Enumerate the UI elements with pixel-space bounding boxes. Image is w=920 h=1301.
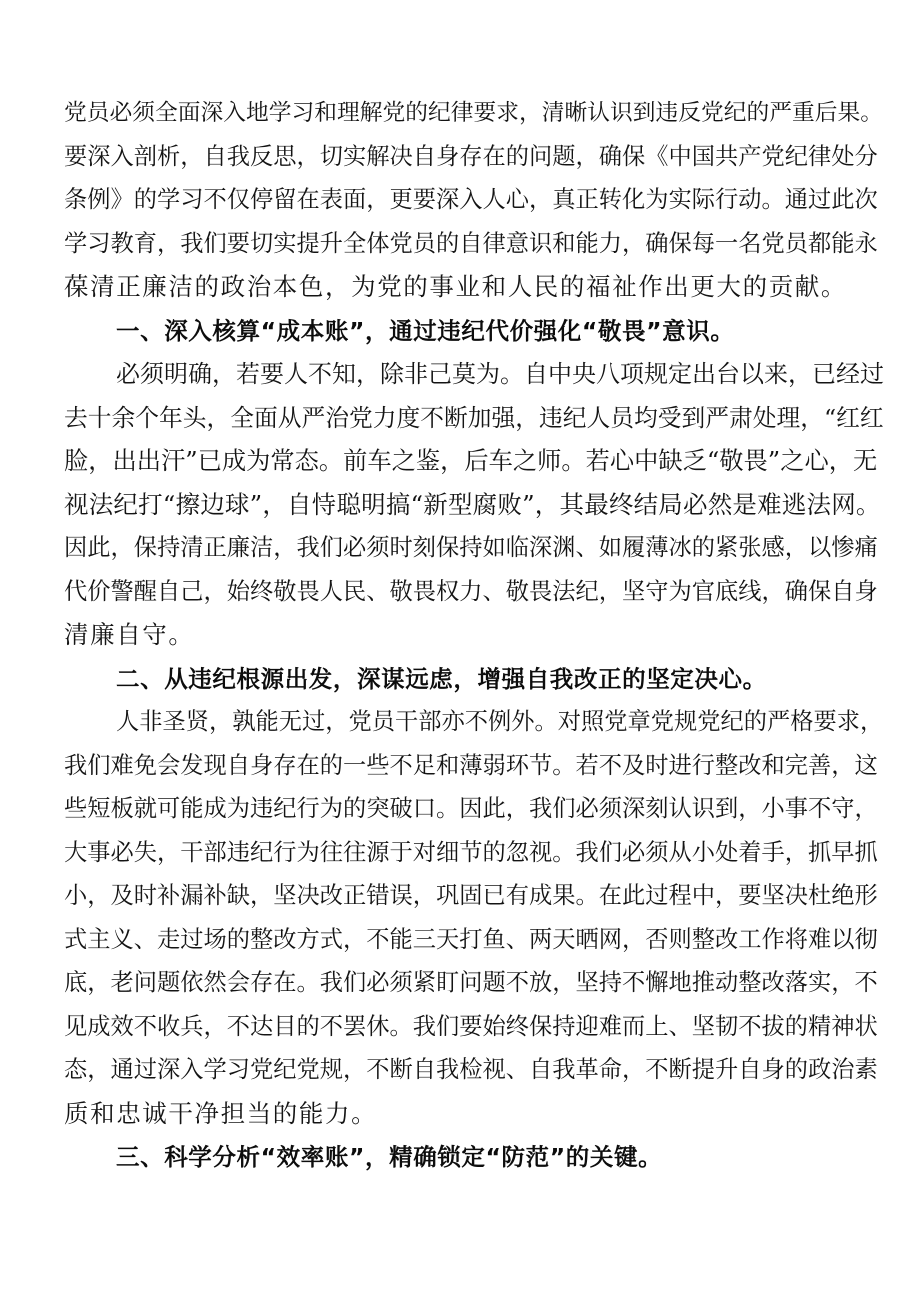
text-line: 党员必须全面深入地学习和理解党的纪律要求，清晰认识到违反党纪的严重后果。 [64, 100, 883, 126]
section-heading-3: 三、科学分析“效率账”，精确锁定“防范”的关键。 [116, 1143, 663, 1171]
text-line: 要深入剖析，自我反思，切实解决自身存在的问题，确保《中国共产党纪律处分 [64, 143, 878, 170]
text-line: 人非圣贤，孰能无过，党员干部亦不例外。对照党章党规党纪的严格要求， [116, 708, 884, 735]
text-line: 小，及时补漏补缺，坚决改正错误，巩固已有成果。在此过程中，要坚决杜绝形 [64, 882, 878, 909]
text-line: 因此，保持清正廉洁，我们必须时刻保持如临深渊、如履薄冰的紧张感，以惨痛 [64, 534, 878, 561]
text-line: 视法纪打“擦边球”，自恃聪明搞“新型腐败”，其最终结局必然是难逃法网。 [64, 490, 881, 519]
text-line: 去十余个年头，全面从严治党力度不断加强，违纪人员均受到严肃处理，“红红 [64, 404, 884, 432]
text-line: 脸，出出汗”已成为常态。前车之鉴，后车之师。若心中缺乏“敬畏”之心，无 [64, 446, 878, 475]
section-heading-1: 一、深入核算“成本账”，通过违纪代价强化“敬畏”意识。 [116, 317, 735, 345]
text-line: 大事必失，干部违纪行为往往源于对细节的忽视。我们必须从小处着手，抓早抓 [64, 839, 878, 866]
text-line: 条例》的学习不仅停留在表面，更要深入人心，真正转化为实际行动。通过此次 [64, 186, 878, 213]
text-line: 清廉自守。 [64, 620, 195, 649]
text-line: 学习教育，我们要切实提升全体党员的自律意识和能力，确保每一名党员都能永 [64, 230, 878, 257]
text-line: 态，通过深入学习党纪党规，不断自我检视、自我革命，不断提升自身的政治素 [64, 1056, 878, 1083]
text-line: 底，老问题依然会存在。我们必须紧盯问题不放，坚持不懈地推动整改落实，不 [64, 969, 878, 996]
text-line: 我们难免会发现自身存在的一些不足和薄弱环节。若不及时进行整改和完善，这 [64, 752, 878, 779]
text-line: 质和忠诚干净担当的能力。 [64, 1099, 378, 1128]
text-line: 见成效不收兵，不达目的不罢休。我们要始终保持迎难而上、坚韧不拔的精神状 [64, 1013, 878, 1040]
text-line: 必须明确，若要人不知，除非己莫为。自中央八项规定出台以来，已经过 [116, 360, 884, 388]
text-line: 葆清正廉洁的政治本色，为党的事业和人民的福祉作出更大的贡献。 [64, 272, 847, 301]
section-heading-2: 二、从违纪根源出发，深谋远虑，增强自我改正的坚定决心。 [116, 665, 767, 693]
text-line: 代价警醒自己，始终敬畏人民、敬畏权力、敬畏法纪，坚守为官底线，确保自身 [64, 578, 878, 605]
text-line: 些短板就可能成为违纪行为的突破口。因此，我们必须深刻认识到，小事不守， [64, 795, 878, 822]
text-line: 式主义、走过场的整改方式，不能三天打鱼、两天晒网，否则整改工作将难以彻 [64, 926, 878, 953]
